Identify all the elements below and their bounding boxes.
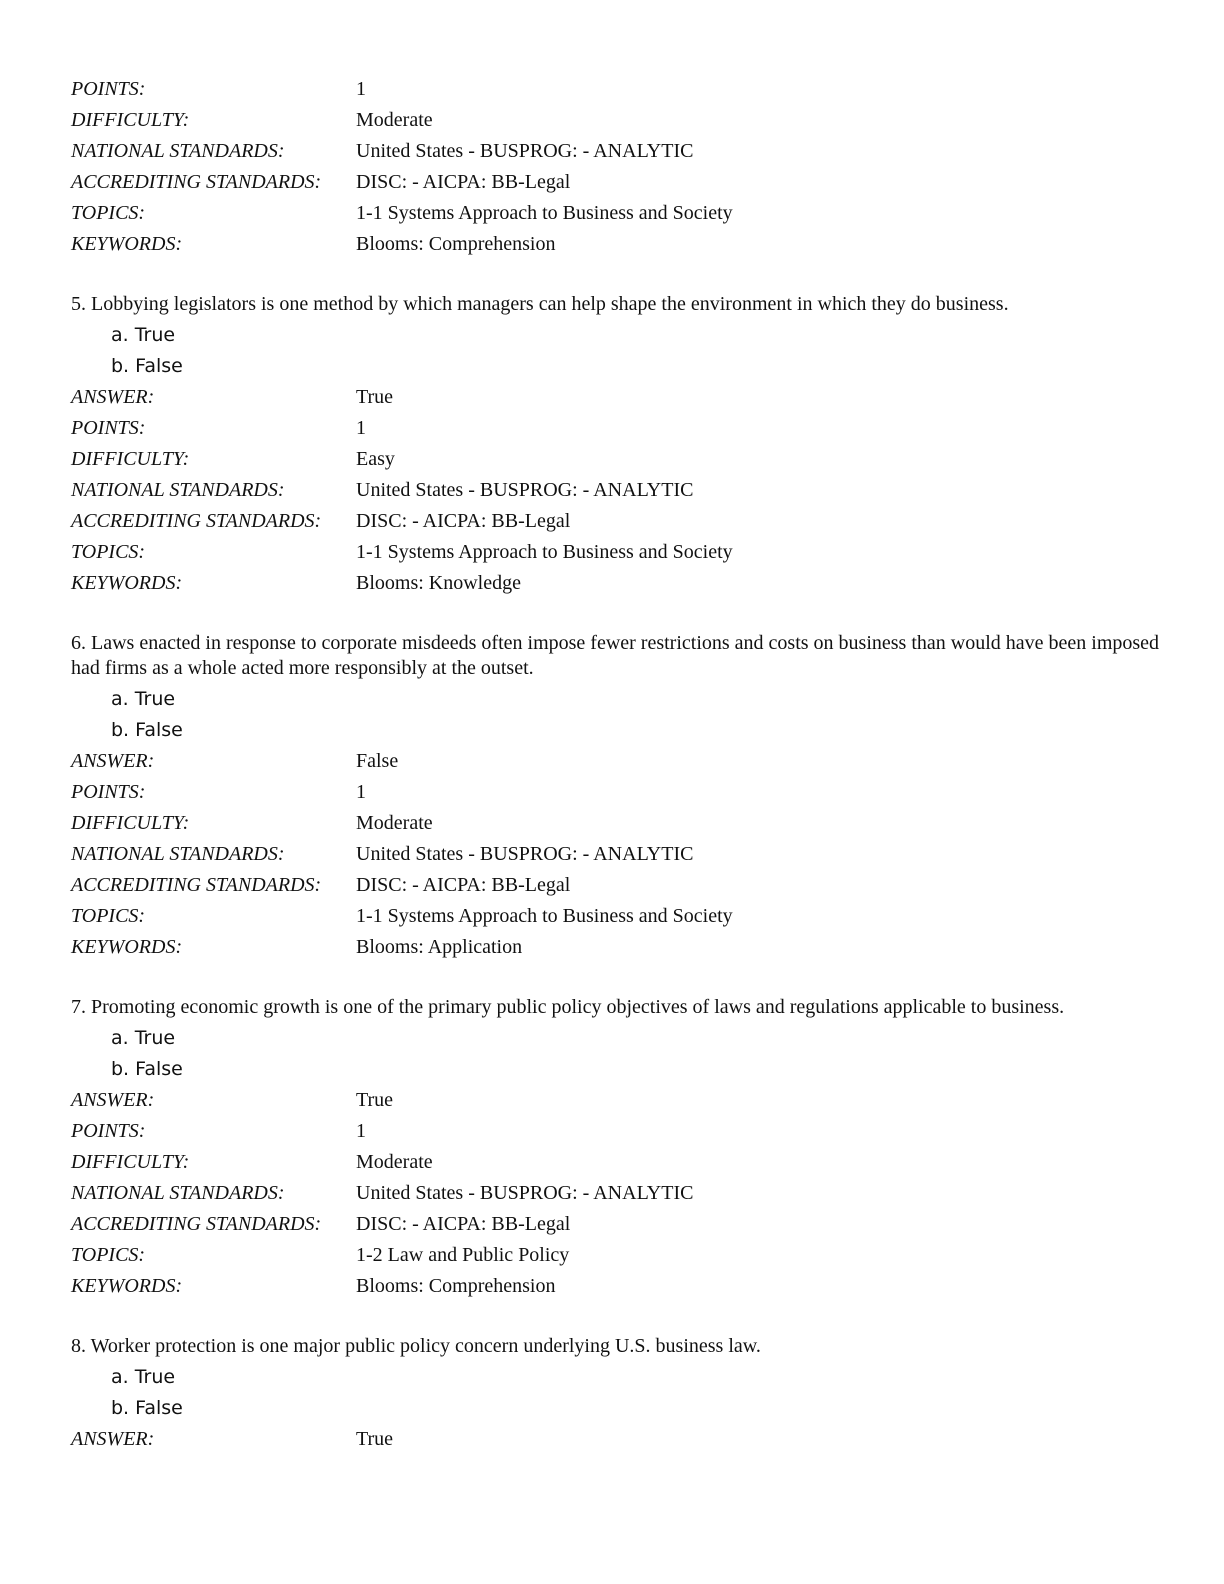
question-stem: 5. Lobbying legislators is one method by which managers can help shape the environment in which they do business.	[71, 293, 1009, 315]
topics-row	[71, 901, 1161, 932]
difficulty-value: Easy	[356, 448, 395, 470]
difficulty-label: DIFFICULTY:	[71, 1151, 190, 1173]
difficulty-row	[71, 808, 1161, 839]
answer-value: True	[356, 1089, 394, 1111]
points-value: 1	[356, 781, 366, 803]
keywords-value: Blooms: Knowledge	[356, 572, 521, 594]
question-6	[71, 631, 1161, 963]
topics-row	[71, 1240, 1161, 1271]
topics-label: TOPICS:	[71, 905, 146, 927]
answer-value: True	[356, 386, 394, 408]
topics-label: TOPICS:	[71, 541, 146, 563]
answer-options	[111, 320, 1161, 382]
option-true: a. True	[111, 688, 176, 710]
keywords-value: Blooms: Application	[356, 936, 523, 958]
answer-label: ANSWER:	[71, 1089, 155, 1111]
topics-value: 1-2 Law and Public Policy	[356, 1244, 570, 1266]
option-false: b. False	[111, 1058, 183, 1080]
accrediting-standards-label: ACCREDITING STANDARDS:	[71, 510, 322, 532]
keywords-label: KEYWORDS:	[71, 572, 183, 594]
points-label: POINTS:	[71, 417, 146, 439]
answer-options	[111, 1362, 1161, 1424]
answer-row	[71, 1424, 1161, 1455]
topics-value: 1-1 Systems Approach to Business and Society	[356, 905, 733, 927]
option-true: a. True	[111, 324, 176, 346]
points-label: POINTS:	[71, 78, 146, 100]
answer-options	[111, 1023, 1161, 1085]
answer-row	[71, 382, 1161, 413]
national-standards-row	[71, 839, 1161, 870]
national-standards-value: United States - BUSPROG: - ANALYTIC	[356, 843, 694, 865]
national-standards-row	[71, 1178, 1161, 1209]
accrediting-standards-row	[71, 167, 1161, 198]
accrediting-standards-row	[71, 506, 1161, 537]
difficulty-label: DIFFICULTY:	[71, 448, 190, 470]
accrediting-standards-value: DISC: - AICPA: BB-Legal	[356, 510, 571, 532]
option-false: b. False	[111, 1397, 183, 1419]
difficulty-value: Moderate	[356, 1151, 433, 1173]
accrediting-standards-value: DISC: - AICPA: BB-Legal	[356, 1213, 571, 1235]
national-standards-label: NATIONAL STANDARDS:	[71, 843, 285, 865]
accrediting-standards-row	[71, 870, 1161, 901]
answer-row	[71, 746, 1161, 777]
accrediting-standards-label: ACCREDITING STANDARDS:	[71, 171, 322, 193]
topics-label: TOPICS:	[71, 202, 146, 224]
national-standards-value: United States - BUSPROG: - ANALYTIC	[356, 140, 694, 162]
accrediting-standards-value: DISC: - AICPA: BB-Legal	[356, 874, 571, 896]
option-false: b. False	[111, 355, 183, 377]
topics-value: 1-1 Systems Approach to Business and Society	[356, 541, 733, 563]
accrediting-standards-label: ACCREDITING STANDARDS:	[71, 1213, 322, 1235]
difficulty-row	[71, 1147, 1161, 1178]
keywords-value: Blooms: Comprehension	[356, 1275, 556, 1297]
national-standards-label: NATIONAL STANDARDS:	[71, 479, 285, 501]
question-8	[71, 1334, 1161, 1455]
points-value: 1	[356, 78, 366, 100]
question-4-metadata	[71, 74, 1161, 260]
keywords-label: KEYWORDS:	[71, 936, 183, 958]
accrediting-standards-label: ACCREDITING STANDARDS:	[71, 874, 322, 896]
points-row	[71, 74, 1161, 105]
keywords-row	[71, 932, 1161, 963]
points-value: 1	[356, 417, 366, 439]
points-value: 1	[356, 1120, 366, 1142]
topics-row	[71, 198, 1161, 229]
points-row	[71, 1116, 1161, 1147]
topics-row	[71, 537, 1161, 568]
national-standards-row	[71, 475, 1161, 506]
answer-label: ANSWER:	[71, 1428, 155, 1450]
points-label: POINTS:	[71, 781, 146, 803]
option-true: a. True	[111, 1366, 176, 1388]
keywords-row	[71, 229, 1161, 260]
keywords-row	[71, 1271, 1161, 1302]
points-row	[71, 777, 1161, 808]
question-7	[71, 995, 1161, 1302]
difficulty-row	[71, 105, 1161, 136]
topics-value: 1-1 Systems Approach to Business and Society	[356, 202, 733, 224]
option-false: b. False	[111, 719, 183, 741]
difficulty-value: Moderate	[356, 812, 433, 834]
answer-value: True	[356, 1428, 394, 1450]
national-standards-label: NATIONAL STANDARDS:	[71, 140, 285, 162]
difficulty-label: DIFFICULTY:	[71, 109, 190, 131]
difficulty-value: Moderate	[356, 109, 433, 131]
answer-row	[71, 1085, 1161, 1116]
question-stem: 6. Laws enacted in response to corporate misdeeds often impose fewer restrictions and costs on business than would have been imposed had firms as a whole acted more responsibly at the outset.	[71, 632, 1160, 679]
points-row	[71, 413, 1161, 444]
option-true: a. True	[111, 1027, 176, 1049]
answer-label: ANSWER:	[71, 750, 155, 772]
national-standards-value: United States - BUSPROG: - ANALYTIC	[356, 479, 694, 501]
question-stem: 8. Worker protection is one major public policy concern underlying U.S. business law.	[71, 1335, 761, 1357]
question-5	[71, 292, 1161, 599]
answer-value: False	[356, 750, 399, 772]
accrediting-standards-row	[71, 1209, 1161, 1240]
keywords-label: KEYWORDS:	[71, 1275, 183, 1297]
answer-options	[111, 684, 1161, 746]
topics-label: TOPICS:	[71, 1244, 146, 1266]
answer-label: ANSWER:	[71, 386, 155, 408]
difficulty-row	[71, 444, 1161, 475]
keywords-value: Blooms: Comprehension	[356, 233, 556, 255]
keywords-row	[71, 568, 1161, 599]
document-page	[71, 74, 1161, 1455]
accrediting-standards-value: DISC: - AICPA: BB-Legal	[356, 171, 571, 193]
difficulty-label: DIFFICULTY:	[71, 812, 190, 834]
national-standards-row	[71, 136, 1161, 167]
national-standards-label: NATIONAL STANDARDS:	[71, 1182, 285, 1204]
question-stem: 7. Promoting economic growth is one of the primary public policy objectives of laws and regulations applicable to business.	[71, 996, 1065, 1018]
keywords-label: KEYWORDS:	[71, 233, 183, 255]
national-standards-value: United States - BUSPROG: - ANALYTIC	[356, 1182, 694, 1204]
points-label: POINTS:	[71, 1120, 146, 1142]
